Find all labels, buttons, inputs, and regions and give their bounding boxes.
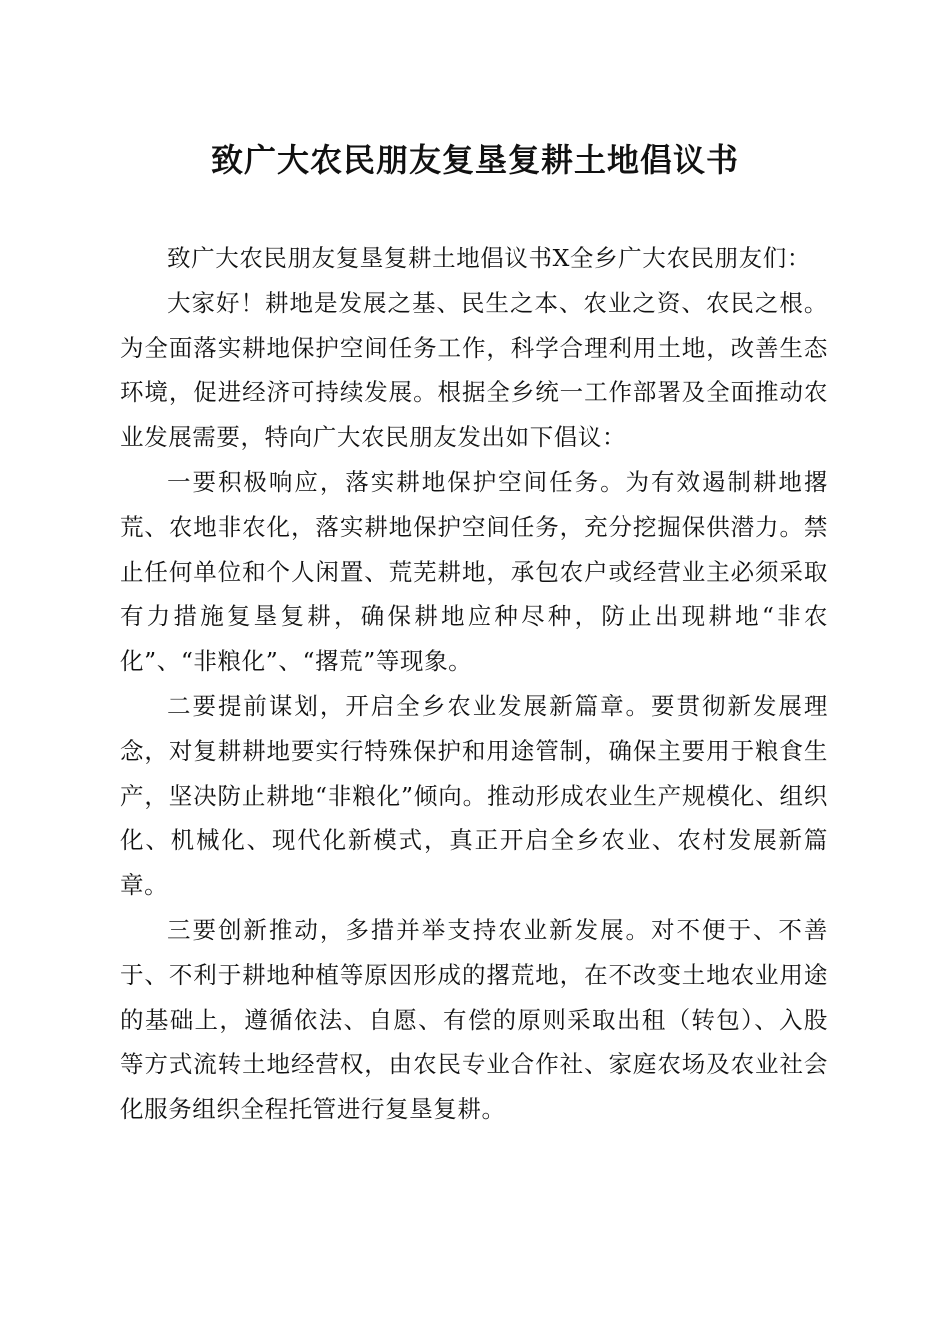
document-body — [120, 236, 828, 1132]
paragraph-point-three: 三要创新推动，多措并举支持农业新发展。对不便于、不善于、不利于耕地种植等原因形成的撂荒地，在不改变土地农业用途的基础上，遵循依法、自愿、有偿的原则采取出租（转包）、入股等方式流转土地经营权，由农民专业合作社、家庭农场及农业社会化服务组织全程托管进行复垦复耕。 — [120, 915, 828, 1124]
paragraph-point-one: 一要积极响应，落实耕地保护空间任务。为有效遏制耕地撂荒、农地非农化，落实耕地保护空间任务，充分挖掘保供潜力。禁止任何单位和个人闲置、荒芜耕地，承包农户或经营业主必须采取有力措施复垦复耕，确保耕地应种尽种，防止出现耕地“非农化”、“非粮化”、“撂荒”等现象。 — [120, 467, 828, 676]
document-title: 致广大农民朋友复垦复耕土地倡议书 — [210, 141, 739, 179]
paragraph-intro: 大家好！耕地是发展之基、民生之本、农业之资、农民之根。为全面落实耕地保护空间任务工作，科学合理利用土地，改善生态环境，促进经济可持续发展。根据全乡统一工作部署及全面推动农业发展需要，特向广大农民朋友发出如下倡议： — [120, 288, 828, 452]
paragraph-salutation: 致广大农民朋友复垦复耕土地倡议书X全乡广大农民朋友们： — [167, 244, 811, 272]
paragraph-point-two: 二要提前谋划，开启全乡农业发展新篇章。要贯彻新发展理念，对复耕耕地要实行特殊保护和用途管制，确保主要用于粮食生产，坚决防止耕地“非粮化”倾向。推动形成农业生产规模化、组织化、机械化、现代化新模式，真正开启全乡农业、农村发展新篇章。 — [120, 691, 828, 900]
